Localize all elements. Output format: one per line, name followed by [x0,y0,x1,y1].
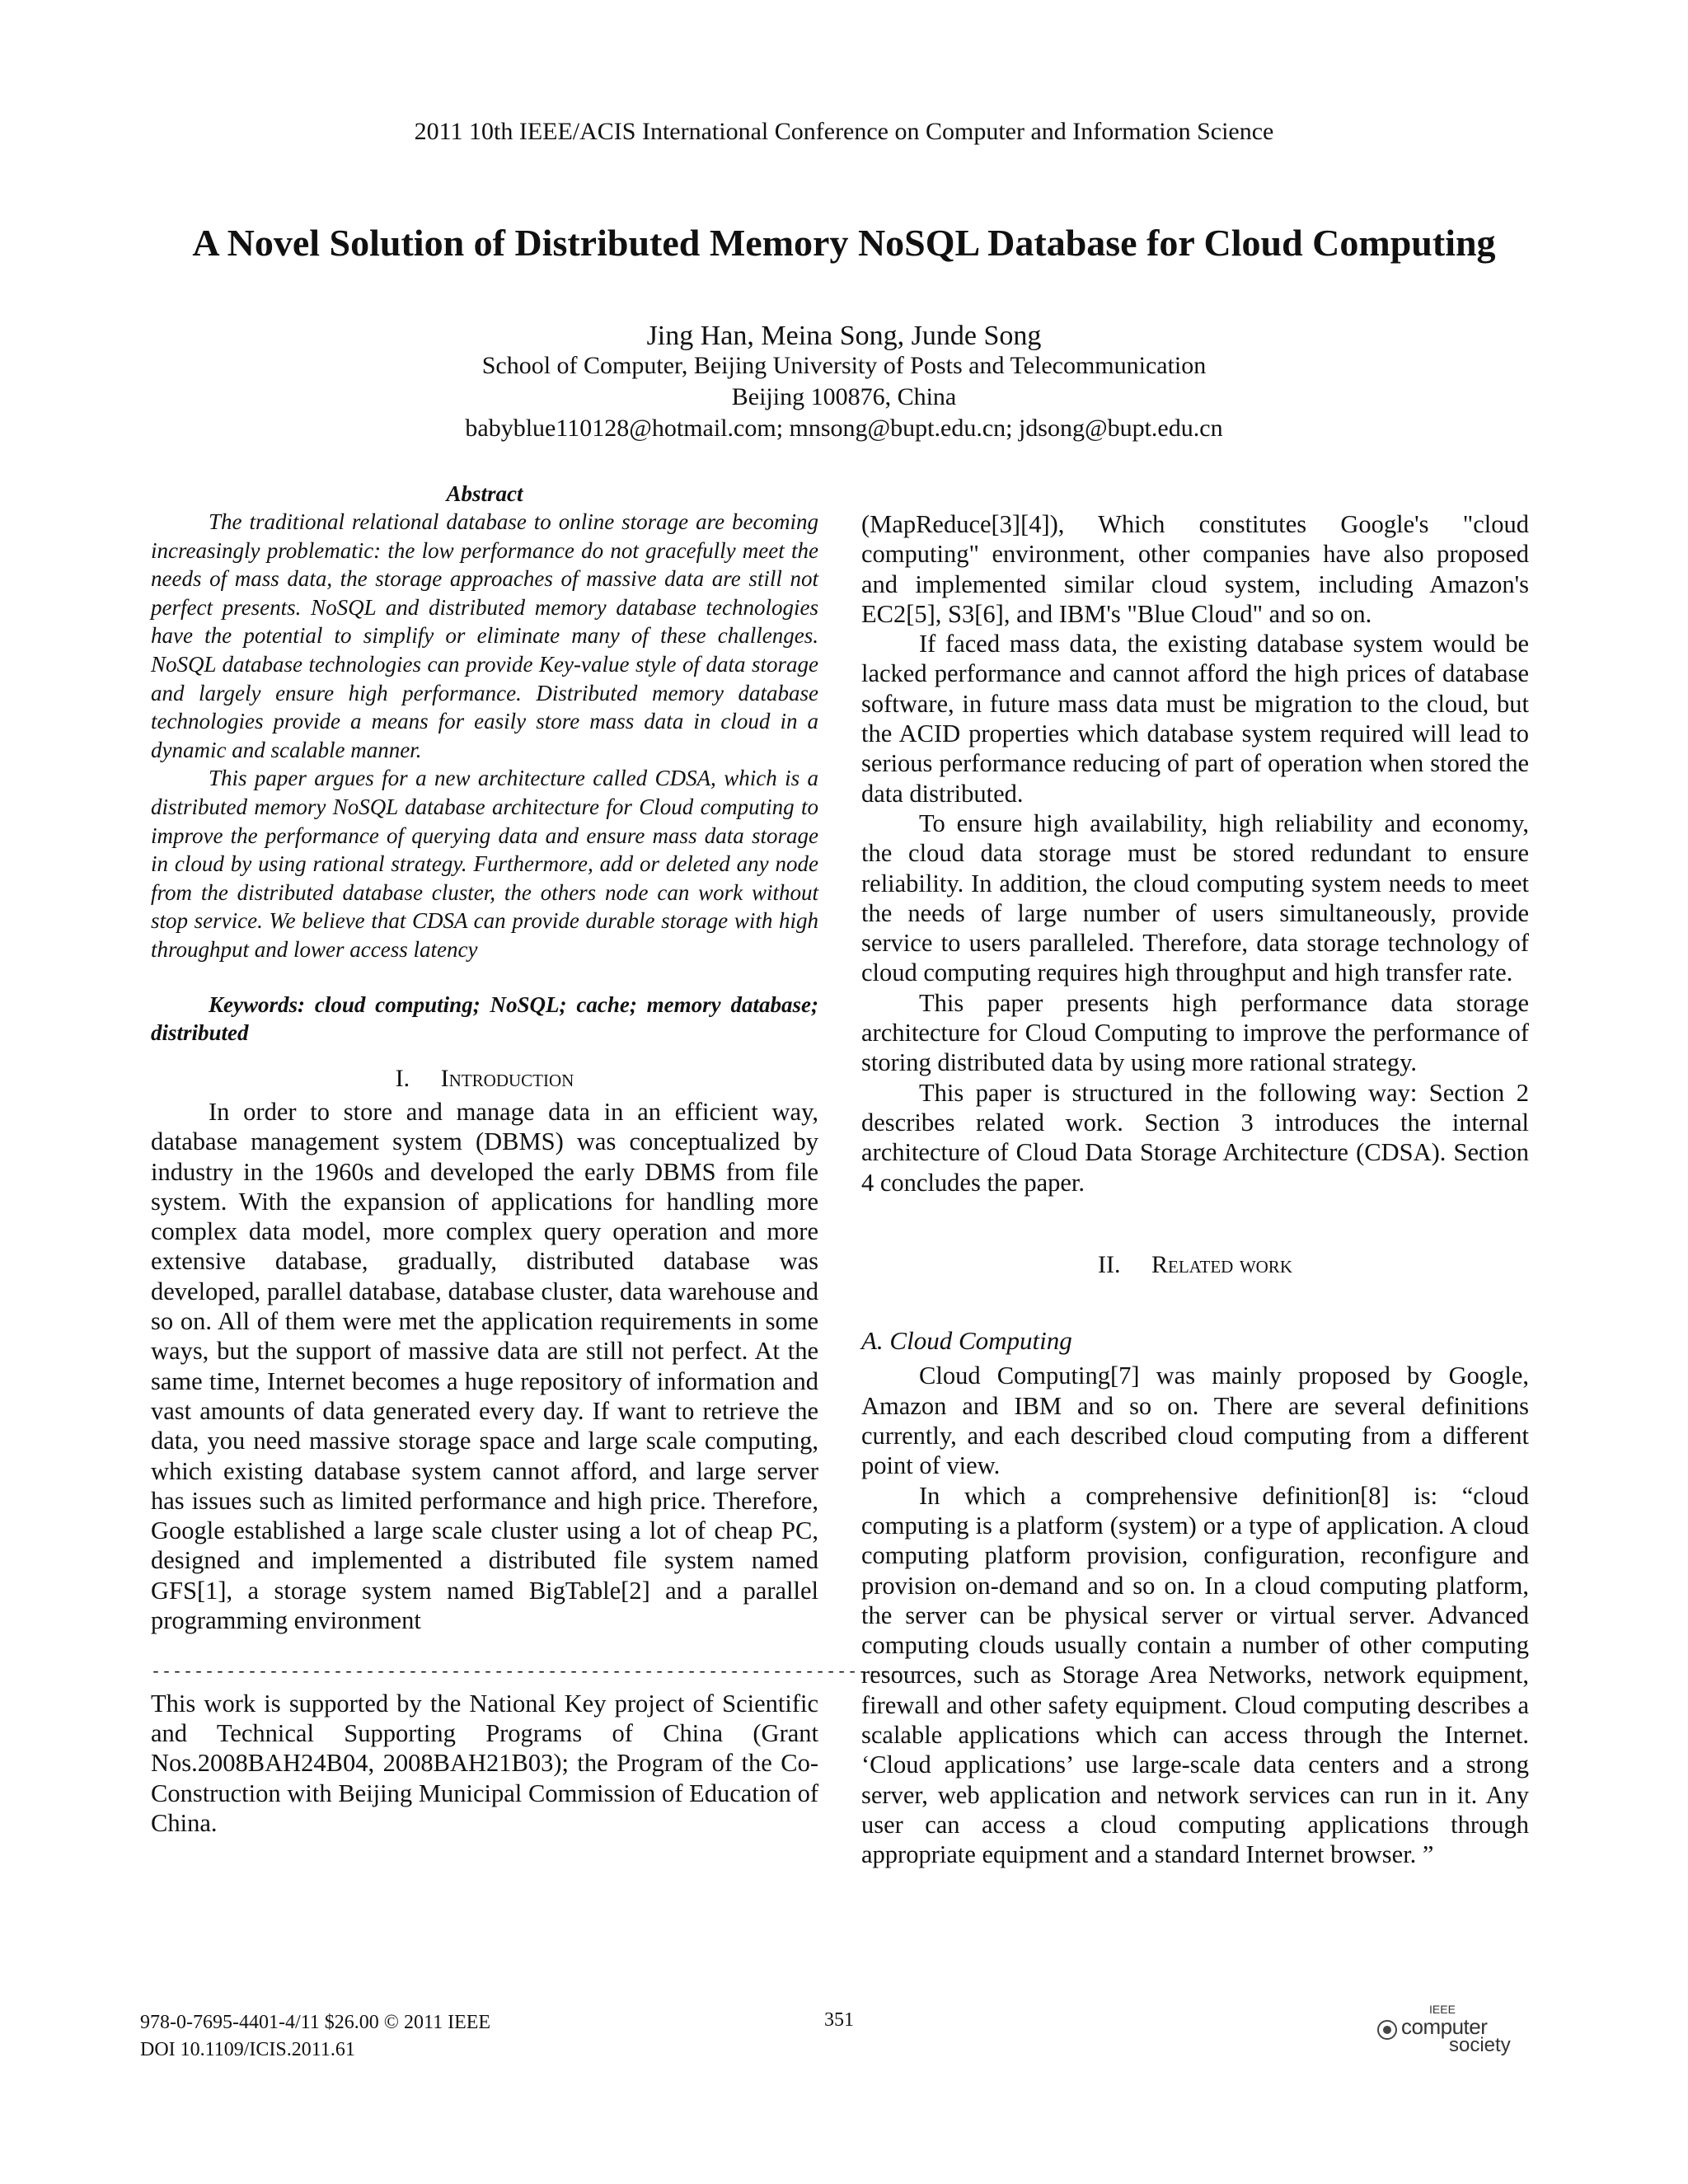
body-paragraph: (MapReduce[3][4]), Which constitutes Google's "cloud computing" environment, other companies have also proposed and implemented similar cloud system, including Amazon's EC2[5], S3[6], and IBM's "Blue Cloud" and so on. [861,510,1529,628]
section-title: Introduction [440,1064,574,1092]
section-title: Related work [1151,1250,1292,1278]
body-paragraph: Cloud Computing[7] was mainly proposed by Google, Amazon and IBM and so on. There are several definitions currently, and each described cloud computing from a different point of view. [861,1361,1529,1480]
affiliation-location: Beijing 100876, China [731,383,957,410]
right-column [861,509,1529,1869]
computer-society-icon [1376,2019,1398,2041]
body-paragraph: To ensure high availability, high reliability and economy, the cloud data storage must be stored redundant to ensure reliability. In addition, the cloud computing system needs to meet the needs of large number of users simultaneously, provide service to users paralleled. Therefore, data storage technology of cloud computing requires high throughput and high transfer rate. [861,808,1529,987]
body-paragraph: This paper is structured in the following way: Section 2 describes related work. Section 3 introduces the internal architecture of Cloud Data Storage Architecture (CDSA). Section 4 concludes the paper. [861,1078,1529,1197]
conference-header: 2011 10th IEEE/ACIS International Conference on Computer and Information Science [414,118,1274,145]
section-heading [861,1250,1529,1280]
keywords: Keywords: cloud computing; NoSQL; cache; memory database; distributed [151,991,818,1046]
affiliation: School of Computer, Beijing University of Posts and Telecommunication [481,352,1207,379]
body-paragraph: If faced mass data, the existing database system would be lacked performance and cannot afford the high prices of database software, in future mass data must be migration to the cloud, but the ACID properties which database system required will lead to serious performance reducing of part of operation when stored the data distributed. [861,630,1529,808]
footnote-rule: ------------------------------------------------------------------------ [151,1663,923,1683]
body-paragraph: In which a comprehensive definition[8] is: “cloud computing is a platform (system) or a type of application. A cloud computing platform provision, configuration, reconfigure and provision on-demand and so on. In a cloud computing platform, the server can be physical server or virtual server. Advanced computing clouds usually contain a number of other computing resources, such as Storage Area Networks, network equipment, firewall and other safety equipment. Cloud computing describes a scalable applications which can access through the Internet. ‘Cloud applications’ use large-scale data centers and a strong server, web application and network services can run in it. Any user can access a cloud computing applications through appropriate equipment and a standard Internet browser. ” [861,1481,1529,1869]
author-list: Jing Han, Meina Song, Junde Song [646,321,1042,351]
author-emails: babyblue110128@hotmail.com; mnsong@bupt.edu.cn; jdsong@bupt.edu.cn [465,415,1223,442]
logo-society-text: society [1449,2034,1511,2056]
subsection-heading: A. Cloud Computing [861,1326,1072,1356]
paper-title: A Novel Solution of Distributed Memory NoSQL Database for Cloud Computing [192,222,1496,264]
body-paragraph: In order to store and manage data in an efficient way, database management system (DBMS) was conceptualized by industry in the 1960s and developed the early DBMS from file system. With the expansion of applications for handling more complex data model, more complex query operation and more extensive database, gradually, distributed database was developed, parallel database, database cluster, data warehouse and so on. All of them were met the application requirements in some ways, but the support of massive data are still not perfect. At the same time, Internet becomes a huge repository of information and vast amounts of data generated every day. If want to retrieve the data, you need massive storage space and large scale computing, which existing database system cannot afford, and large server has issues such as limited performance and high price. Therefore, Google established a large scale cluster using a lot of cheap PC, designed and implemented a distributed file system named GFS[1], a storage system named BigTable[2] and a parallel programming environment [151,1097,818,1635]
footnote: This work is supported by the National Key project of Scientific and Technical Supporting Programs of China (Grant Nos.2008BAH24B04, 2008BAH21B03); the Program of the Co-Construction with Beijing Municipal Commission of Education of China. [151,1689,818,1837]
logo-ieee-text: IEEE [1429,2003,1456,2016]
page-number: 351 [824,2009,854,2031]
body-paragraph: This paper presents high performance data storage architecture for Cloud Computing to improve the performance of storing distributed data by using more rational strategy. [861,988,1529,1077]
ieee-computer-society-logo [1376,2003,1533,2054]
logo-computer-text: computer [1401,2014,1488,2039]
left-column [151,480,923,1838]
section-heading [151,1064,818,1094]
doi-line: DOI 10.1109/ICIS.2011.61 [140,2039,355,2060]
abstract-paragraph: This paper argues for a new architecture called CDSA, which is a distributed memory NoSQL database architecture for Cloud computing to improve the performance of querying data and ensure mass data storage in cloud by using rational strategy. Furthermore, add or deleted any node from the distributed database cluster, the others node can work without stop service. We believe that CDSA can provide durable storage with high throughput and lower access latency [151,766,818,962]
section-number: I. [395,1064,410,1092]
abstract-paragraph: The traditional relational database to online storage are becoming increasingly problematic: the low performance do not gracefully meet the needs of mass data, the storage approaches of massive data are still not perfect presents. NoSQL and distributed memory database technologies have the potential to simplify or eliminate many of these challenges. NoSQL database technologies can provide Key-value style of data storage and largely ensure high performance. Distributed memory database technologies provide a means for easily store mass data in cloud in a dynamic and scalable manner. [151,509,818,762]
isbn-line: 978-0-7695-4401-4/11 $26.00 © 2011 IEEE [140,2012,491,2033]
footer-metadata [140,2009,490,2064]
section-number: II. [1098,1250,1121,1278]
abstract-heading: Abstract [446,481,523,506]
